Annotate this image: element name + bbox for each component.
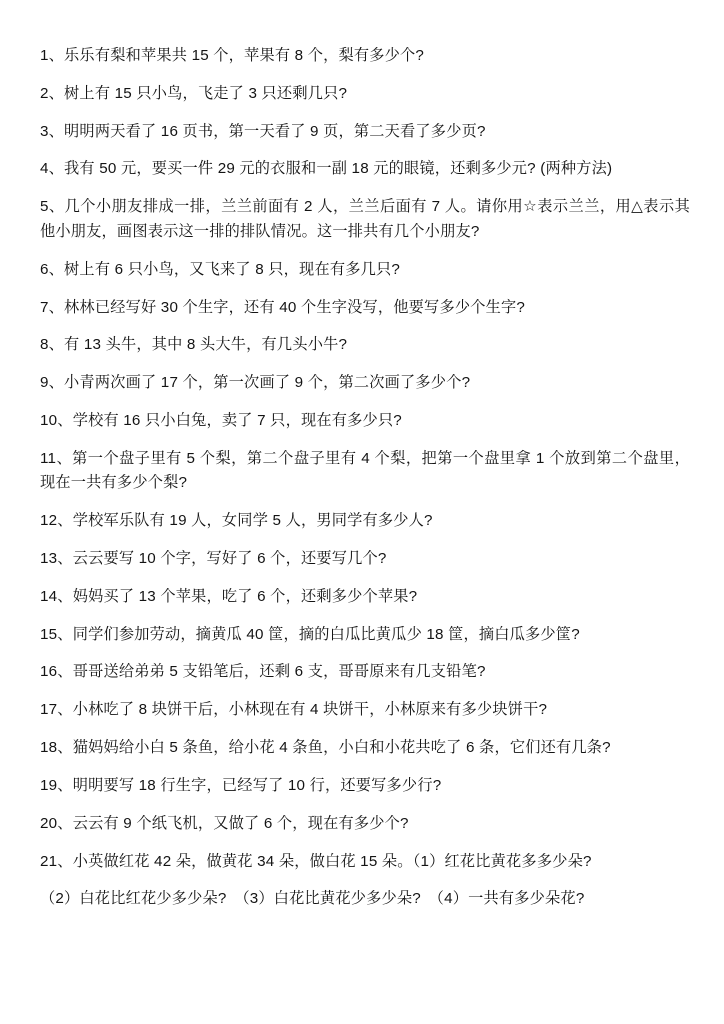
list-item [40, 660, 690, 685]
problem-number: 21、 [40, 852, 73, 870]
problem-text: 明明两天看了 16 页书，第一天看了 9 页，第二天看了多少页? [64, 122, 486, 140]
problem-text: 小青两次画了 17 个，第一次画了 9 个，第二次画了多少个? [64, 374, 471, 392]
list-item [40, 623, 690, 648]
list-item [40, 44, 690, 69]
list-item [40, 258, 690, 283]
problem-number: 13、 [40, 550, 73, 567]
list-item [40, 82, 690, 107]
list-item [40, 447, 690, 496]
list-item [40, 585, 690, 610]
problem-text: 树上有 6 只小鸟，又飞来了 8 只，现在有多几只? [64, 260, 401, 278]
problem-number: 17、 [40, 701, 73, 719]
problem-number: 3、 [40, 122, 65, 140]
problem-text: 几个小朋友排成一排，兰兰前面有 2 人，兰兰后面有 7 人。请你用☆表示兰兰，用△表示其他小朋友，画图表示这一排的排队情况。这一排共有几个小朋友? [40, 198, 690, 240]
problem-number: 7、 [40, 298, 65, 316]
problem-text: 林林已经写好 30 个生字，还有 40 个生字没写，他要写多少个生字? [64, 298, 526, 316]
problem-text: （2）白花比红花少多少朵? （3）白花比黄花少多少朵? （4）一共有多少朵花? [40, 890, 585, 908]
problem-number: 14、 [40, 587, 73, 605]
list-item [40, 698, 690, 723]
problem-number: 11、 [40, 449, 73, 467]
problem-text: 学校有 16 只小白兔，卖了 7 只，现在有多少只? [72, 411, 402, 429]
list-item [40, 409, 690, 434]
list-item-continuation [40, 887, 690, 912]
problem-text: 哥哥送给弟弟 5 支铅笔后，还剩 6 支，哥哥原来有几支铅笔? [72, 663, 486, 681]
problem-text: 小英做红花 42 朵，做黄花 34 朵，做白花 15 朵。（1）红花比黄花多多少朵? [72, 852, 592, 870]
problem-number: 1、 [40, 47, 65, 64]
problem-number: 10、 [40, 411, 73, 429]
problem-text: 我有 50 元，要买一件 29 元的衣服和一副 18 元的眼镜，还剩多少元? (两种方法) [64, 160, 613, 178]
problem-text: 同学们参加劳动，摘黄瓜 40 筐，摘的白瓜比黄瓜少 18 筐，摘白瓜多少筐? [72, 625, 580, 643]
list-item [40, 547, 690, 572]
problem-text: 第一个盘子里有 5 个梨，第二个盘子里有 4 个梨，把第一个盘里拿 1 个放到第二个盘里，现在一共有多少个梨? [40, 449, 690, 492]
list-item [40, 120, 690, 145]
problem-text: 云云要写 10 个字，写好了 6 个，还要写几个? [72, 550, 387, 567]
problem-list [40, 44, 690, 912]
problem-number: 15、 [40, 625, 73, 643]
problem-text: 学校军乐队有 19 人，女同学 5 人，男同学有多少人? [72, 512, 433, 530]
problem-text: 树上有 15 只小鸟，飞走了 3 只还剩几只? [64, 84, 348, 102]
problem-text: 明明要写 18 行生字，已经写了 10 行，还要写多少行? [72, 776, 442, 794]
list-item [40, 509, 690, 534]
problem-number: 19、 [40, 776, 73, 794]
problem-text: 云云有 9 个纸飞机，又做了 6 个，现在有多少个? [72, 814, 409, 832]
problem-number: 5、 [40, 198, 65, 216]
problem-number: 6、 [40, 260, 65, 278]
list-item [40, 371, 690, 396]
problem-number: 18、 [40, 739, 73, 757]
problem-text: 妈妈买了 13 个苹果，吃了 6 个，还剩多少个苹果? [72, 587, 418, 605]
problem-number: 16、 [40, 663, 73, 681]
problem-number: 12、 [40, 512, 73, 530]
list-item [40, 850, 690, 875]
problem-text: 猫妈妈给小白 5 条鱼，给小花 4 条鱼，小白和小花共吃了 6 条，它们还有几条? [72, 739, 611, 757]
list-item [40, 736, 690, 761]
problem-number: 4、 [40, 160, 65, 178]
list-item [40, 333, 690, 358]
problem-number: 2、 [40, 84, 65, 102]
problem-number: 8、 [40, 336, 65, 354]
problem-number: 20、 [40, 814, 73, 832]
list-item [40, 812, 690, 837]
list-item [40, 195, 690, 244]
problem-text: 有 13 头牛，其中 8 头大牛，有几头小牛? [64, 336, 348, 354]
list-item [40, 296, 690, 321]
problem-text: 小林吃了 8 块饼干后，小林现在有 4 块饼干，小林原来有多少块饼干? [72, 701, 548, 719]
problem-number: 9、 [40, 374, 65, 392]
problem-text: 乐乐有梨和苹果共 15 个，苹果有 8 个，梨有多少个? [64, 47, 425, 64]
list-item [40, 774, 690, 799]
list-item [40, 157, 690, 182]
